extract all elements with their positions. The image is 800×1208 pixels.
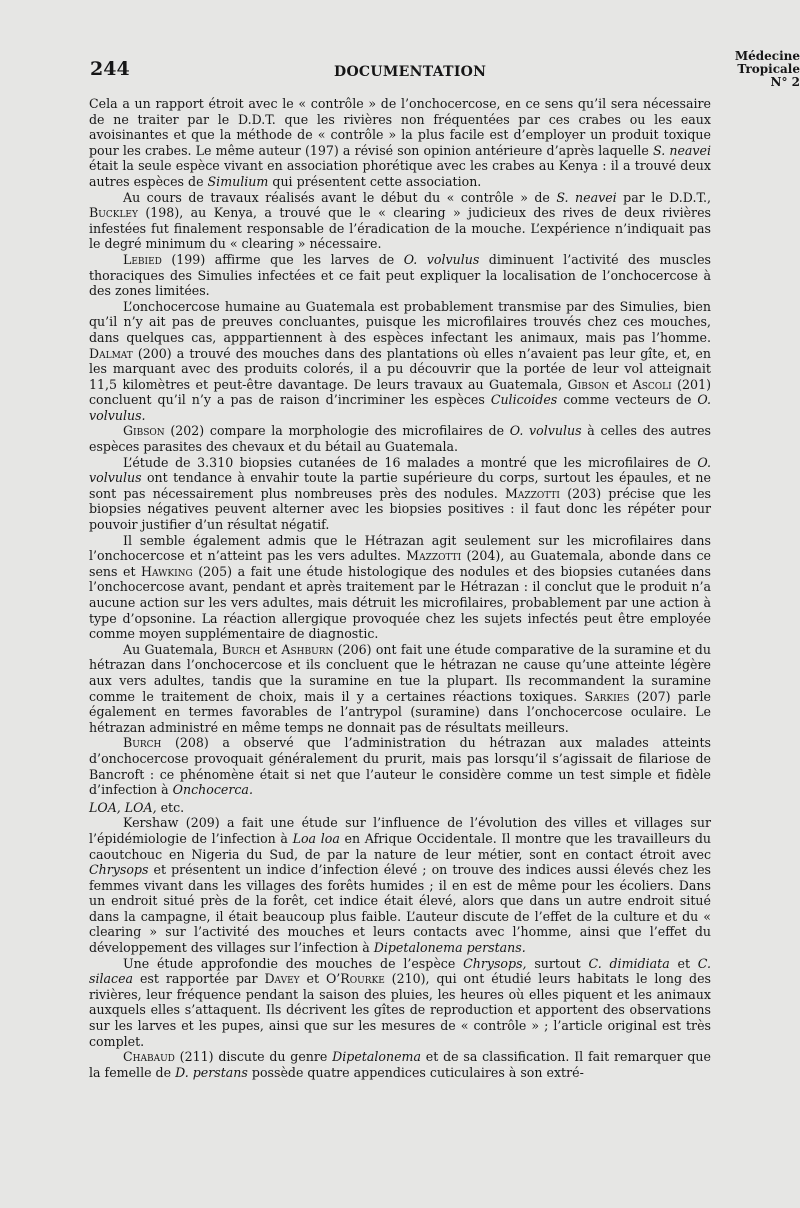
text-run: et [299,971,326,987]
section-heading [89,800,711,816]
paragraph [89,815,711,955]
author-name: Davey [264,971,300,987]
author-name: Gibson [567,376,610,392]
text-run: Il semble également admis que le Hétrazan agit seulement sur les microfilaires dans l’onchocercose et n’atteint pas les vers adultes. [89,532,711,564]
italic-text: D. perstans [175,1064,248,1080]
italic-text: Loa loa [292,830,340,846]
author-name: Sarkies [584,688,630,704]
paragraph [89,252,711,299]
text-run: (207) parle également en termes favorables de l’antrypol (suramine) dans l’onchocercose oculaire. Le hétrazan administré en même temps ne donnait pas de résultats meilleurs. [89,688,711,735]
paragraph [89,455,711,533]
running-title: DOCUMENTATION [334,64,487,80]
italic-text: Chrysops [89,862,149,878]
text-run: est rapportée par [133,971,265,987]
author-name: Mazzotti [504,485,560,501]
text-run: (211) discute du genre [174,1049,333,1065]
italic-text: Chrysops, [463,955,527,971]
italic-text: Dipetalonema perstans. [373,940,526,956]
journal-line: Tropicale [737,62,800,76]
italic-text: C. dimidiata [588,955,670,971]
text-run: Cela a un rapport étroit avec le « contrôle » de l’onchocercose, en ce sens qu’il sera nécessaire de ne traiter par le D.D.T. que les rivières non fréquentées par ces crabes ou les eaux avoisinantes et que la méthode de « contrôle » la plus facile est d’employer un produit toxique pour les crabes. Le même auteur (197) a révisé son opinion antérieure d’après laquelle [89,96,711,158]
journal-issue: N° 2 [770,75,800,89]
italic-text: S. neavei [653,142,711,158]
text-run: était la seule espèce vivant en association phorétique avec les crabes au Kenya : il a trouvé deux autres espèces de [89,158,711,189]
author-name: Gibson [123,423,165,439]
text-run: (205) a fait une étude histologique des nodules et des biopsies cutanées dans l’onchocercose avant, pendant et après traitement par le Hétrazan : il conclut que le produit n’a aucune action sur les vers adultes, mais détruit les microfilaires, probablement par une action à type d’opsonine. La réaction allergique provoquée chez les sujets infectés peut être employée comme moyen supplémentaire de diagnostic. [89,563,711,642]
italic-text: O. volvulus [89,454,711,486]
author-name: Ashburn [281,641,334,657]
text-run: par le D.D.T., [616,189,712,205]
text-run: à celles des autres espèces parasites des chevaux et du bétail au Guatemala. [89,423,711,455]
italic-text: C. silacea [89,955,711,987]
paragraph [89,190,711,252]
text-run: et [260,641,282,657]
author-name: O’Rourke [325,971,385,987]
text-run: (199) affirme que les larves de [161,251,404,267]
text-run: ont tendance à envahir toute la partie supérieure du corps, surtout les épaules, et ne sont pas nécessairement plus nombreuses près des nodules. [89,470,711,501]
text-run: L’onchocercose humaine au Guatemala est probablement transmise par des Simulies, bien qu’il n’y ait pas de preuves concluantes, puisque les microfilaires trouvés chez ces mouches, dans quelques cas, apppartiennent à des espèces infectant les animaux, mais pas l’homme. [89,298,711,345]
text-run: (200) a trouvé des mouches dans des plantations où elles n’avaient pas leur gîte, et, en les marquant avec des produits colorés, il a pu découvrir que la portée de leur vol atteignait 11,5 kilomètres et peut-être davantage. De leurs travaux au Guatemala, [89,345,711,392]
text-run: Kershaw (209) a fait une étude sur l’influence de l’évolution des villes et villages sur l’épidémiologie de l’infection à [89,815,711,846]
author-name: Ascoli [632,376,672,392]
author-name: Dalmat [89,345,133,361]
text-run: et présentent un indice d’infection élevé ; on trouve des indices aussi élevés chez les femmes vivant dans les villages des forêts humides ; il en est de même pour les écoliers. Dans un endroit situé près de la forêt, cet indice était élevé, alors que dans un autre endroit situé dans la campagne, il était beaucoup plus faible. L’auteur discute de l’effet de la culture et du « clearing » sur l’activité des mouches et leurs contacts avec l’homme, ainsi que l’effet du développement des villages sur l’infection à [89,862,711,956]
paragraph [89,1049,711,1080]
text-run: en Afrique Occidentale. Il montre que les travailleurs du caoutchouc en Nigeria du Sud, de par la nature de leur métier, sont en contact étroit avec [89,830,712,862]
italic-text: LOA, LOA, [89,799,157,815]
text-run: diminuent l’activité des muscles thoraciques des Simulies infectées et ce fait peut expliquer la localisation de l’onchocercose à des zones limitées. [89,251,711,299]
author-name: Burch [123,735,162,751]
text-run: Au cours de travaux réalisés avant le début du « contrôle » de [123,189,557,205]
text-run: (206) ont fait une étude comparative de la suramine et du hétrazan dans l’onchocercose et ils concluent que le hétrazan ne cause qu’une atteinte légère aux vers adultes, tandis que la suramine en tue la plupart. Ils recommandent la suramine comme le traitement de choix, mais il y a certaines réactions toxiques. [89,641,711,704]
author-name: Mazzotti [406,548,462,564]
italic-text: Onchocerca. [172,782,253,798]
paragraph [89,735,711,797]
text-run: L’étude de 3.310 biopsies cutanées de 16 malades a montré que les microfilaires de [123,454,698,470]
text-run: comme vecteurs de [557,392,698,408]
body-text [89,96,711,1080]
paragraph [89,956,711,1050]
author-name: Chabaud [123,1049,175,1065]
text-run: qui présentent cette association. [268,173,482,189]
paragraph [89,423,711,454]
text-run: (204), au Guatemala, abonde dans ce sens et [89,548,711,579]
text-run: (201) concluent qu’il n’y a pas de raison d’incriminer les espèces [89,376,711,408]
author-name: Lebied [123,251,162,267]
paragraph [89,642,711,736]
text-run: (202) compare la morphologie des microfilaires de [164,423,510,439]
paragraph [89,533,711,642]
italic-text: O. volvulus [509,423,582,439]
text-run: (210), qui ont étudié leurs habitats le long des rivières, leur fréquence pendant la saison des pluies, les heures où elles piquent et les animaux auxquels elles s’attaquent. Ils décrivent les gîtes de reproduction et apportent des observations sur les larves et les pupes, ainsi que sur les mesures de « contrôle » ; l’article original est très complet. [89,971,711,1049]
italic-text: O. volvulus [403,251,480,267]
paragraph [89,96,711,190]
italic-text: S. neavei [556,189,617,205]
text-run: Une étude approfondie des mouches de l’espèce [123,955,464,971]
journal-line: Médecine [734,49,800,63]
italic-text: Culicoides [490,392,558,408]
italic-text: O. volvulus. [89,392,711,423]
text-run: et [669,955,698,971]
italic-text: Dipetalonema [332,1049,422,1065]
text-run: (203) précise que les biopsies négatives peuvent alterner avec les biopsies positives : il faut donc les répéter pour pouvoir justifier d’un résultat négatif. [89,485,711,533]
text-run: possède quatre appendices cuticulaires à son extré- [247,1064,584,1080]
page-number: 244 [90,58,130,80]
paragraph [89,299,711,424]
author-name: Buckley [89,205,138,221]
text-run: Au Guatemala, [123,641,222,657]
text-run: etc. [156,799,185,815]
italic-text: Simulium [207,173,269,189]
text-run: et [609,376,633,392]
author-name: Hawking [141,563,193,579]
text-run: (198), au Kenya, a trouvé que le « clearing » judicieux des rives de deux rivières infestées fut finalement responsable de l’éradication de la mouche. L’expérience n’indiquait pas le degré minimum du « clearing » nécessaire. [89,205,711,252]
text-run: et de sa classification. Il fait remarquer que la femelle de [89,1049,711,1080]
text-run: (208) a observé que l’administration du hétrazan aux malades atteints d’onchocercose provoquait généralement du prurit, mais pas lorsqu’il s’agissait de filariose de Bancroft : ce phénomène était si net que l’auteur le considère comme un test simple et fidèle d’infection à [89,735,711,798]
journal-tag [734,50,800,89]
author-name: Burch [221,641,261,657]
text-run: surtout [526,955,589,971]
